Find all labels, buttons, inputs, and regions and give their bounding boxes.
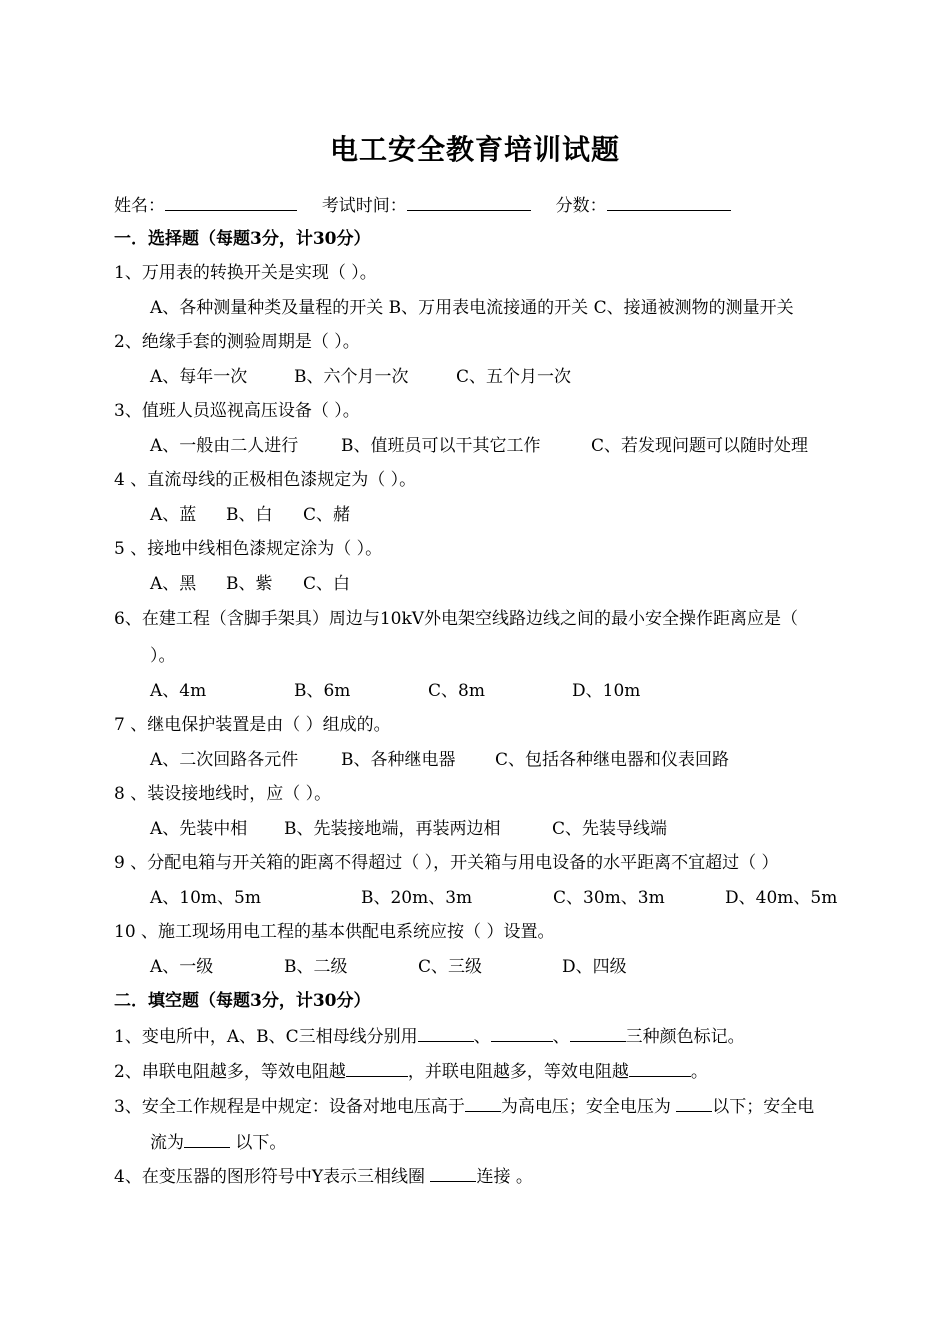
fill-blank[interactable] xyxy=(418,1024,474,1042)
option: B、各种继电器 xyxy=(341,750,456,770)
question: 2、绝缘手套的测验周期是（ ）。 xyxy=(114,332,360,352)
option: C、8m xyxy=(428,681,485,701)
question-options xyxy=(150,818,850,840)
question-options xyxy=(150,749,850,771)
fill-text: 、 xyxy=(473,1027,491,1047)
fill-item xyxy=(114,1164,533,1188)
fill-blank[interactable] xyxy=(629,1059,691,1077)
info-line xyxy=(114,193,731,217)
option: C、赭 xyxy=(303,505,351,525)
fill-text: 2、串联电阻越多，等效电阻越 xyxy=(114,1062,346,1082)
option: A、一级 xyxy=(150,957,214,977)
option: B、20m、3m xyxy=(361,888,473,908)
option: C、先装导线端 xyxy=(552,819,668,839)
fill-text: 以下。 xyxy=(230,1133,287,1153)
question-options xyxy=(150,366,850,388)
option: B、值班员可以干其它工作 xyxy=(341,436,541,456)
question: 9 、分配电箱与开关箱的距离不得超过（ ），开关箱与用电设备的水平距离不宜超过（ ） xyxy=(114,853,779,873)
option: B、先装接地端，再装两边相 xyxy=(284,819,501,839)
fill-text: 以下；安全电 xyxy=(712,1097,815,1117)
question: 8 、装设接地线时，应（ ）。 xyxy=(114,784,332,804)
fill-text: 流为 xyxy=(150,1133,184,1153)
option: B、六个月一次 xyxy=(294,367,409,387)
option: A、4m xyxy=(150,681,207,701)
score-blank[interactable] xyxy=(607,193,731,211)
question-options xyxy=(150,956,750,978)
fill-item xyxy=(114,1094,814,1118)
question-continuation: ）。 xyxy=(150,646,176,666)
option: C、30m、3m xyxy=(553,888,665,908)
fill-blank[interactable] xyxy=(346,1059,408,1077)
option: D、四级 xyxy=(562,957,627,977)
section-heading: 二．填空题（每题3分，计30分） xyxy=(114,991,371,1011)
option: A、黑 xyxy=(150,574,197,594)
fill-blank[interactable] xyxy=(465,1094,501,1112)
fill-blank[interactable] xyxy=(491,1024,553,1042)
fill-text: 3、安全工作规程是中规定：设备对地电压高于 xyxy=(114,1097,465,1117)
option: D、10m xyxy=(572,681,641,701)
option: B、6m xyxy=(294,681,351,701)
option: A、先装中相 xyxy=(150,819,248,839)
fill-text: 4、在变压器的图形符号中Y表示三相线圈 xyxy=(114,1167,431,1187)
option: C、包括各种继电器和仪表回路 xyxy=(495,750,730,770)
option: A、二次回路各元件 xyxy=(150,750,299,770)
question-options xyxy=(150,435,870,457)
fill-text: 。 xyxy=(690,1062,708,1082)
option: B、紫 xyxy=(226,574,273,594)
question-options xyxy=(150,680,770,702)
fill-blank[interactable] xyxy=(570,1024,626,1042)
question: 3、值班人员巡视高压设备（ ）。 xyxy=(114,401,360,421)
name-blank[interactable] xyxy=(165,193,297,211)
fill-text: 连接 。 xyxy=(476,1167,533,1187)
question: 4 、直流母线的正极相色漆规定为（ ）。 xyxy=(114,470,417,490)
option: C、若发现问题可以随时处理 xyxy=(591,436,809,456)
question-options xyxy=(150,504,450,526)
option: B、白 xyxy=(226,505,273,525)
question: 7 、继电保护装置是由（ ）组成的。 xyxy=(114,715,391,735)
option: A、10m、5m xyxy=(150,888,261,908)
fill-text: 、 xyxy=(552,1027,570,1047)
question-options xyxy=(150,887,850,909)
time-blank[interactable] xyxy=(407,193,531,211)
option: B、二级 xyxy=(284,957,348,977)
fill-item-continuation xyxy=(150,1130,286,1154)
fill-blank[interactable] xyxy=(184,1130,230,1148)
fill-blank[interactable] xyxy=(430,1164,476,1182)
fill-text: ，并联电阻越多，等效电阻越 xyxy=(407,1062,629,1082)
option: A、每年一次 xyxy=(150,367,248,387)
fill-item xyxy=(114,1024,745,1048)
fill-text: 1、变电所中，A、B、C三相母线分别用 xyxy=(114,1027,418,1047)
question-options xyxy=(150,573,450,595)
page-title: 电工安全教育培训试题 xyxy=(329,133,620,166)
fill-text: 三种颜色标记。 xyxy=(625,1027,745,1047)
question-options: A、各种测量种类及量程的开关 B、万用表电流接通的开关 C、接通被测物的测量开关 xyxy=(150,298,794,318)
option: C、白 xyxy=(303,574,351,594)
question: 6、在建工程（含脚手架具）周边与10kV外电架空线路边线之间的最小安全操作距离应是（ xyxy=(114,609,799,629)
section-heading: 一．选择题（每题3分，计30分） xyxy=(114,229,371,249)
score-label: 分数： xyxy=(555,196,607,216)
option: A、一般由二人进行 xyxy=(150,436,299,456)
fill-text: 为高电压；安全电压为 xyxy=(500,1097,677,1117)
option: C、三级 xyxy=(418,957,483,977)
time-label: 考试时间： xyxy=(321,196,407,216)
question: 1、万用表的转换开关是实现（ ）。 xyxy=(114,263,377,283)
question: 10 、施工现场用电工程的基本供配电系统应按（ ）设置。 xyxy=(114,922,555,942)
option: D、40m、5m xyxy=(725,888,838,908)
fill-blank[interactable] xyxy=(676,1094,712,1112)
name-label: 姓名： xyxy=(114,196,165,216)
option: C、五个月一次 xyxy=(456,367,572,387)
fill-item xyxy=(114,1059,708,1083)
question: 5 、接地中线相色漆规定涂为（ ）。 xyxy=(114,539,383,559)
option: A、蓝 xyxy=(150,505,197,525)
